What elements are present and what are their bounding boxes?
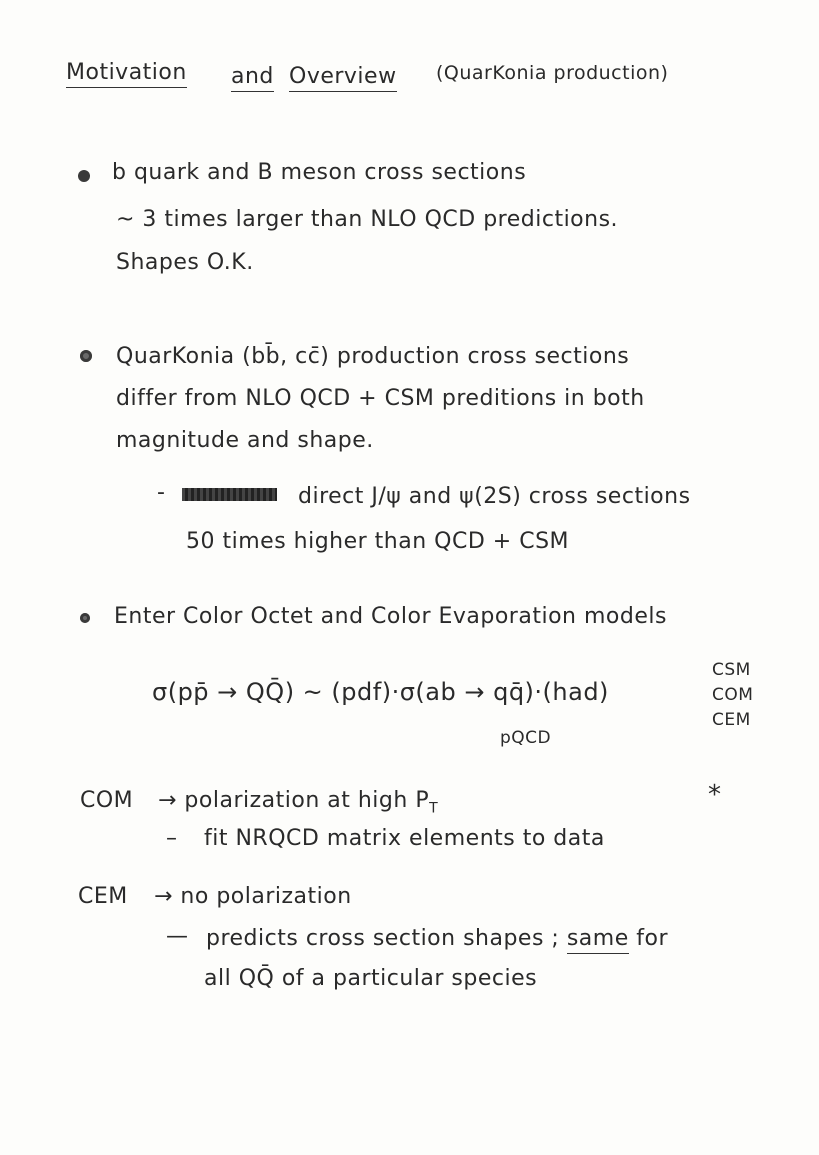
- formula-branch-csm: CSM: [712, 660, 751, 680]
- com-subscript: T: [429, 800, 439, 817]
- com-dash: –: [166, 826, 178, 851]
- cem-line1: → no polarization: [154, 884, 352, 909]
- formula-branch-com: COM: [712, 685, 754, 705]
- bullet-dot: [78, 170, 90, 182]
- com-label: COM: [80, 788, 134, 813]
- bullet1-line2: ~ 3 times larger than NLO QCD predictions.: [116, 207, 619, 232]
- com-line1: [158, 788, 438, 816]
- title-and: and: [231, 64, 274, 92]
- bullet2-sub-line1: direct J/ψ and ψ(2S) cross sections: [298, 484, 691, 509]
- bullet2-sub-line2: 50 times higher than QCD + CSM: [186, 529, 570, 554]
- cem-line2c: for: [636, 926, 669, 951]
- formula-branch-cem: CEM: [712, 710, 751, 730]
- bullet1-line1: b quark and B meson cross sections: [112, 160, 527, 185]
- cem-dash: —: [166, 924, 189, 949]
- bullet2-line3: magnitude and shape.: [116, 428, 374, 453]
- bullet-dot: [80, 613, 90, 623]
- bullet2-line1: QuarKonia (bb̄, cc̄) production cross sections: [116, 344, 630, 369]
- scribble-redaction: [182, 488, 277, 501]
- title-motivation: Motivation: [66, 60, 187, 88]
- title-overview: Overview: [289, 64, 397, 92]
- star-mark: *: [708, 780, 722, 810]
- formula-pqcd: pQCD: [500, 728, 552, 748]
- cem-line3: all QQ̄ of a particular species: [204, 966, 538, 991]
- cem-line2a: predicts cross section shapes ;: [206, 926, 560, 951]
- title-quarkonia: (QuarKonia production): [436, 62, 669, 84]
- bullet1-line3: Shapes O.K.: [116, 250, 254, 275]
- sub-dash: -: [157, 480, 166, 505]
- cem-line2b-same: same: [567, 926, 629, 954]
- com-line1-text: → polarization at high P: [158, 788, 430, 813]
- com-line2: fit NRQCD matrix elements to data: [204, 826, 605, 851]
- cem-label: CEM: [78, 884, 128, 909]
- formula-main: σ(pp̄ → QQ̄) ~ (pdf)·σ(ab → qq̄)·(had): [152, 678, 609, 706]
- bullet-dot: [80, 350, 92, 362]
- bullet2-line2: differ from NLO QCD + CSM preditions in both: [116, 386, 645, 411]
- bullet3-line1: Enter Color Octet and Color Evaporation models: [114, 604, 667, 629]
- cem-line2: [206, 926, 668, 951]
